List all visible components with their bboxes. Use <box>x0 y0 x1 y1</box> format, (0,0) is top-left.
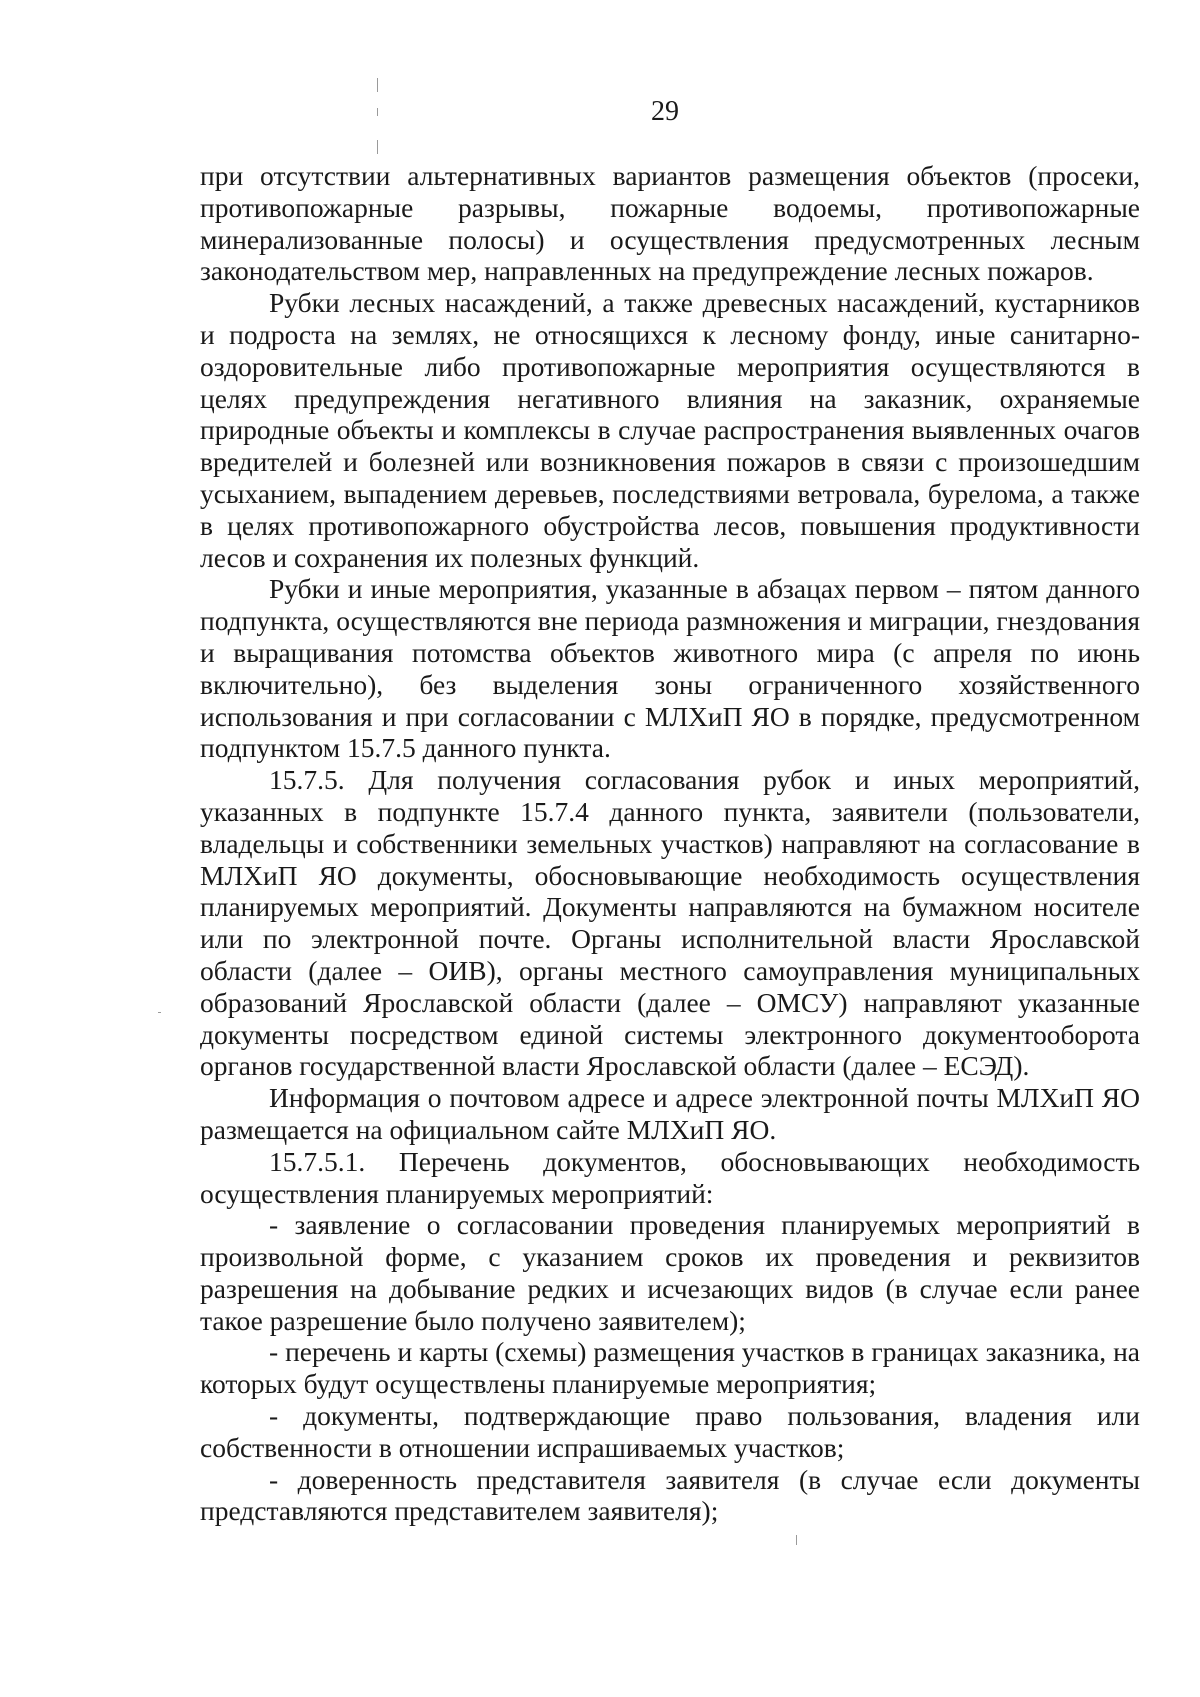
scan-mark-top-3 <box>377 140 378 154</box>
paragraph-continuation: при отсутствии альтернативных вариантов размещения объектов (просеки, противопожарные разрывы, пожарные водоемы, противопожарные минерализованные полосы) и осуществления предусмотренных лесным законодательством мер, направленных на предупреждение лесных пожаров. <box>200 160 1140 287</box>
scan-mark-top <box>377 78 378 92</box>
paragraph-contact-info: Информация о почтовом адресе и адресе электронной почты МЛХиП ЯО размещается на официальном сайте МЛХиП ЯО. <box>200 1082 1140 1145</box>
scan-mark-right <box>796 1535 797 1545</box>
paragraph-felling-measures: Рубки лесных насаждений, а также древесных насаждений, кустарников и подроста на землях, не относящихся к лесному фонду, иные санитарно-оздоровительные либо противопожарные мероприятия осуществляются в целях предупреждения негативного влияния на заказник, охраняемые природные объекты и комплексы в случае распространения выявленных очагов вредителей и болезней или возникновения пожаров в связи с произошедшим усыханием, выпадением деревьев, последствиями ветровала, бурелома, а также в целях противопожарного обустройства лесов, повышения продуктивности лесов и сохранения их полезных функций. <box>200 287 1140 573</box>
scan-mark-left <box>158 1012 161 1013</box>
list-item-power-of-attorney: - доверенность представителя заявителя (в случае если документы представляются представителем заявителя); <box>200 1463 1140 1527</box>
paragraph-15-7-5-1: 15.7.5.1. Перечень документов, обосновывающих необходимость осуществления планируемых мероприятий: <box>200 1145 1140 1209</box>
document-body <box>200 160 1140 1527</box>
paragraph-felling-period: Рубки и иные мероприятия, указанные в абзацах первом – пятом данного подпункта, осуществляются вне периода размножения и миграции, гнездования и выращивания потомства объектов животного мира (с апреля по июнь включительно), без выделения зоны ограниченного хозяйственного использования и при согласовании с МЛХиП ЯО в порядке, предусмотренном подпунктом 15.7.5 данного пункта. <box>200 573 1140 764</box>
paragraph-15-7-5: 15.7.5. Для получения согласования рубок и иных мероприятий, указанных в подпункте 15.7.4 данного пункта, заявители (пользователи, владельцы и собственники земельных участков) направляют на согласование в МЛХиП ЯО документы, обосновывающие необходимость осуществления планируемых мероприятий. Документы направляются на бумажном носителе или по электронной почте. Органы исполнительной власти Ярославской области (далее – ОИВ), органы местного самоуправления муниципальных образований Ярославской области (далее – ОМСУ) направляют указанные документы посредством единой системы электронного документооборота органов государственной власти Ярославской области (далее – ЕСЭД). <box>200 764 1140 1082</box>
page-number: 29 <box>651 96 679 127</box>
list-item-maps: - перечень и карты (схемы) размещения участков в границах заказника, на которых будут осуществлены планируемые мероприятия; <box>200 1336 1140 1400</box>
list-item-application: - заявление о согласовании проведения планируемых мероприятий в произвольной форме, с указанием сроков их проведения и реквизитов разрешения на добывание редких и исчезающих видов (в случае если ранее такое разрешение было получено заявителем); <box>200 1209 1140 1336</box>
list-item-ownership-documents: - документы, подтверждающие право пользования, владения или собственности в отношении испрашиваемых участков; <box>200 1400 1140 1463</box>
